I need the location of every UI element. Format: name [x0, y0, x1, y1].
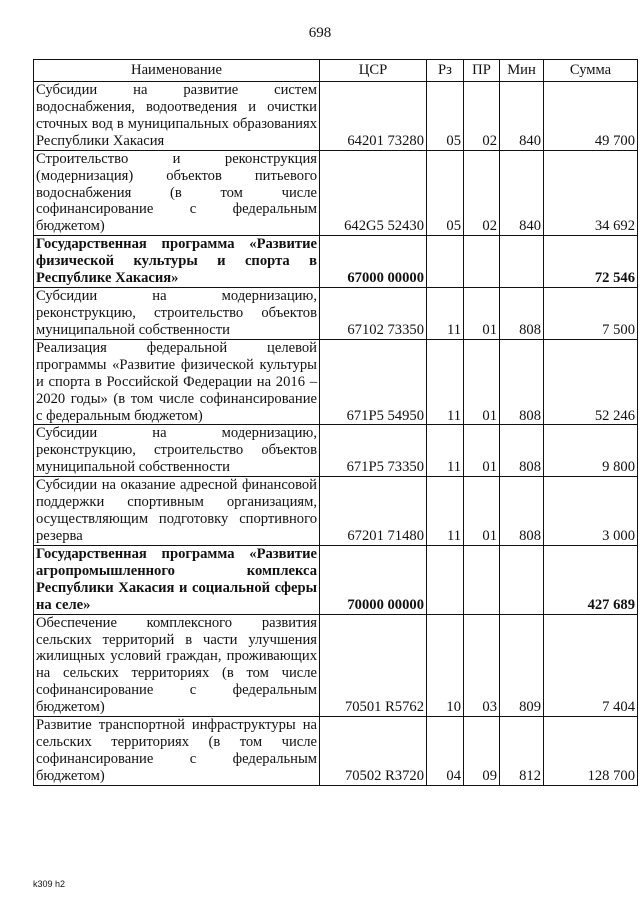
footer-code: k309 h2 [33, 879, 66, 889]
row-name: Субсидии на модернизацию, реконструкцию, строительство объектов муниципальной собственности [34, 425, 320, 477]
table-row [34, 236, 638, 288]
row-csr: 64201 73280 [320, 82, 427, 151]
row-name: Субсидии на оказание адресной финансовой поддержки спортивным организациям, осуществляющим подготовку спортивного резерва [34, 477, 320, 546]
table-row [34, 150, 638, 236]
row-rz: 05 [427, 82, 464, 151]
table-row [34, 288, 638, 340]
row-name: Субсидии на модернизацию, реконструкцию, строительство объектов муниципальной собственности [34, 288, 320, 340]
row-pr: 09 [464, 717, 500, 786]
row-csr: 70000 00000 [320, 545, 427, 614]
row-sum: 7 404 [544, 614, 638, 717]
row-rz: 11 [427, 477, 464, 546]
header-min: Мин [500, 60, 544, 82]
row-sum: 3 000 [544, 477, 638, 546]
table-row [34, 614, 638, 717]
row-name: Субсидии на развитие систем водоснабжения, водоотведения и очистки сточных вод в муниципальных образованиях Республики Хакасия [34, 82, 320, 151]
header-csr: ЦСР [320, 60, 427, 82]
row-sum: 128 700 [544, 717, 638, 786]
row-pr: 01 [464, 477, 500, 546]
row-sum: 52 246 [544, 339, 638, 425]
row-csr: 642G5 52430 [320, 150, 427, 236]
row-min: 809 [500, 614, 544, 717]
table-row [34, 477, 638, 546]
row-sum: 34 692 [544, 150, 638, 236]
row-name: Государственная программа «Развитие физической культуры и спорта в Республике Хакасия» [34, 236, 320, 288]
header-name: Наименование [34, 60, 320, 82]
row-sum: 72 546 [544, 236, 638, 288]
row-pr [464, 236, 500, 288]
row-pr: 03 [464, 614, 500, 717]
row-min: 808 [500, 288, 544, 340]
header-pr: ПР [464, 60, 500, 82]
header-rz: Рз [427, 60, 464, 82]
row-csr: 70501 R5762 [320, 614, 427, 717]
header-sum: Сумма [544, 60, 638, 82]
row-min: 840 [500, 82, 544, 151]
row-min: 808 [500, 339, 544, 425]
row-name: Строительство и реконструкция (модернизация) объектов питьевого водоснабжения (в том числе софинансирование с федеральным бюджетом) [34, 150, 320, 236]
row-csr: 70502 R3720 [320, 717, 427, 786]
row-pr: 02 [464, 150, 500, 236]
table-row [34, 425, 638, 477]
row-name: Реализация федеральной целевой программы «Развитие физической культуры и спорта в Российской Федерации на 2016 – 2020 годы» (в том числе софинансирование с федеральным бюджетом) [34, 339, 320, 425]
row-min: 808 [500, 477, 544, 546]
row-pr: 01 [464, 288, 500, 340]
row-csr: 67000 00000 [320, 236, 427, 288]
row-sum: 9 800 [544, 425, 638, 477]
row-pr: 01 [464, 339, 500, 425]
row-min: 808 [500, 425, 544, 477]
table-header-row [34, 60, 638, 82]
row-rz: 05 [427, 150, 464, 236]
row-min: 840 [500, 150, 544, 236]
row-csr: 67102 73350 [320, 288, 427, 340]
row-rz [427, 236, 464, 288]
row-pr: 01 [464, 425, 500, 477]
row-pr [464, 545, 500, 614]
row-min [500, 545, 544, 614]
table-row [34, 717, 638, 786]
row-rz: 04 [427, 717, 464, 786]
row-rz: 11 [427, 288, 464, 340]
table-row [34, 545, 638, 614]
row-name: Развитие транспортной инфраструктуры на сельских территориях (в том числе софинансирование с федеральным бюджетом) [34, 717, 320, 786]
row-sum: 427 689 [544, 545, 638, 614]
row-rz: 11 [427, 425, 464, 477]
table-row [34, 339, 638, 425]
row-rz: 11 [427, 339, 464, 425]
row-min: 812 [500, 717, 544, 786]
row-csr: 671P5 73350 [320, 425, 427, 477]
row-pr: 02 [464, 82, 500, 151]
row-name: Обеспечение комплексного развития сельских территорий в части улучшения жилищных условий граждан, проживающих на сельских территориях (в том числе софинансирование с федеральным бюджетом) [34, 614, 320, 717]
row-csr: 67201 71480 [320, 477, 427, 546]
row-csr: 671P5 54950 [320, 339, 427, 425]
budget-table [33, 59, 638, 786]
row-min [500, 236, 544, 288]
page-number: 698 [308, 25, 332, 41]
row-sum: 49 700 [544, 82, 638, 151]
table-row [34, 82, 638, 151]
row-name: Государственная программа «Развитие агропромышленного комплекса Республики Хакасия и социальной сферы на селе» [34, 545, 320, 614]
row-rz [427, 545, 464, 614]
row-sum: 7 500 [544, 288, 638, 340]
row-rz: 10 [427, 614, 464, 717]
